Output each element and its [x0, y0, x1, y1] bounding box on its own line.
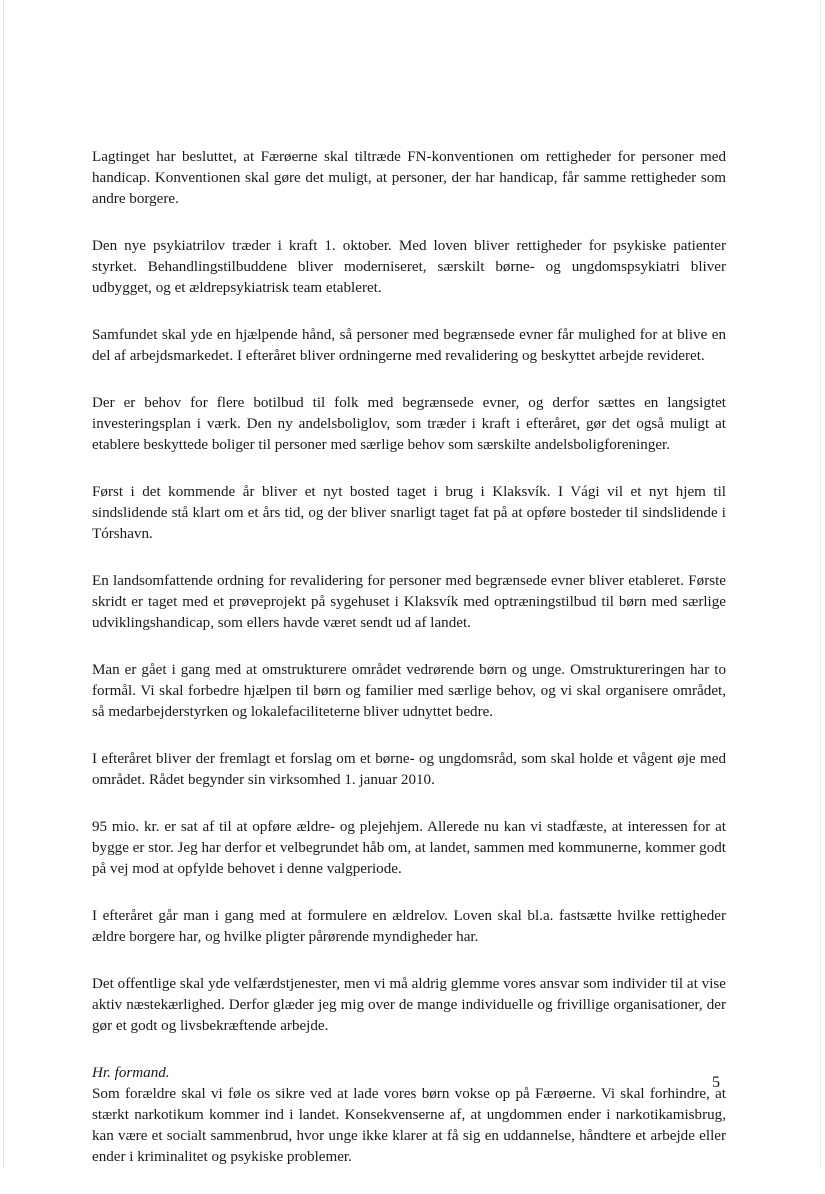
paragraph-un-convention: Lagtinget har besluttet, at Færøerne skal tiltræde FN-konventionen om rettigheder for personer med handicap. Konventionen skal gøre det muligt, at personer, der har handicap, får samme rettigheder som andre borgere. — [92, 149, 726, 207]
paragraph-housing-plan: Der er behov for flere botilbud til folk med begrænsede evner, og derfor sættes en langsigtet investeringsplan i værk. Den ny andelsboliglov, som træder i kraft i efteråret, gør det også muligt at etablere beskyttede boliger til personer med særlige behov som særskilte andelsboligforeninger. — [92, 395, 726, 453]
paragraph-elderly-homes: 95 mio. kr. er sat af til at opføre ældre- og plejehjem. Allerede nu kan vi stadfæste, at interessen for at bygge er stor. Jeg har derfor et velbegrundet håb om, at landet, sammen med kommunerne, kommer godt på vej mod at opfylde behovet i denne valgperiode. — [92, 819, 726, 877]
paragraph-welfare-services: Det offentlige skal yde velfærdstjenester, men vi må aldrig glemme vores ansvar som individer til at vise aktiv næstekærlighed. Derfor glæder jeg mig over de mange individuelle og frivillige organisationer, der gør et godt og livsbekræftende arbejde. — [92, 976, 726, 1034]
scan-edge-right — [820, 0, 821, 1168]
paragraph-youth-council: I efteråret bliver der fremlagt et forslag om et børne- og ungdomsråd, som skal holde et vågent øje med området. Rådet begynder sin virksomhed 1. januar 2010. — [92, 751, 726, 788]
paragraph-elderly-act: I efteråret går man i gang med at formulere en ældrelov. Loven skal bl.a. fastsætte hvilke rettigheder ældre borgere har, og hvilke pligter pårørende myndigheder har. — [92, 908, 726, 945]
paragraph-new-residences: Først i det kommende år bliver et nyt bosted taget i brug i Klaksvík. I Vági vil et nyt hjem til sindslidende stå klart om et års tid, og der bliver snarligt taget fat på at opføre bosteder til sindslidende i Tórshavn. — [92, 484, 726, 542]
scan-edge-left — [3, 0, 4, 1168]
paragraph-psychiatry-act: Den nye psykiatrilov træder i kraft 1. oktober. Med loven bliver rettigheder for psykiske patienter styrket. Behandlingstilbuddene bliver moderniseret, særskilt børne- og ungdomspsykiatri bliver udbygget, og et ældrepsykiatrisk team etableret. — [92, 238, 726, 296]
paragraph-children-youth: Man er gået i gang med at omstrukturere området vedrørende børn og unge. Omstruktureringen har to formål. Vi skal forbedre hjælpen til børn og familier med særlige behov, og vi skal organisere området, så medarbejderstyrken og lokalefaciliteterne bliver udnyttet bedre. — [92, 662, 726, 720]
section-heading: Hr. formand. — [92, 1065, 170, 1081]
paragraph-rehabilitation: En landsomfattende ordning for revalidering for personer med begrænsede evner bliver etableret. Første skridt er taget med et prøveprojekt på sygehuset i Klaksvík med optræningstilbud til børn med særlige udviklingshandicap, som ellers havde været sendt ud af landet. — [92, 573, 726, 631]
page-number: 5 — [712, 1074, 720, 1091]
document-body — [92, 147, 726, 1194]
paragraph-labour-market: Samfundet skal yde en hjælpende hånd, så personer med begrænsede evner får mulighed for at blive en del af arbejdsmarkedet. I efteråret bliver ordningerne med revalidering og beskyttet arbejde revideret. — [92, 327, 726, 364]
paragraph-narcotics: Som forældre skal vi føle os sikre ved at lade vores børn vokse op på Færøerne. Vi skal forhindre, at stærkt narkotikum kommer ind i landet. Konsekvenserne af, at ungdommen ender i narkotikamisbrug, kan være et socialt sammenbrud, hvor unge ikke klarer at få sig en uddannelse, håndtere et arbejde eller ender i kriminalitet og psykiske problemer. — [92, 1086, 726, 1165]
